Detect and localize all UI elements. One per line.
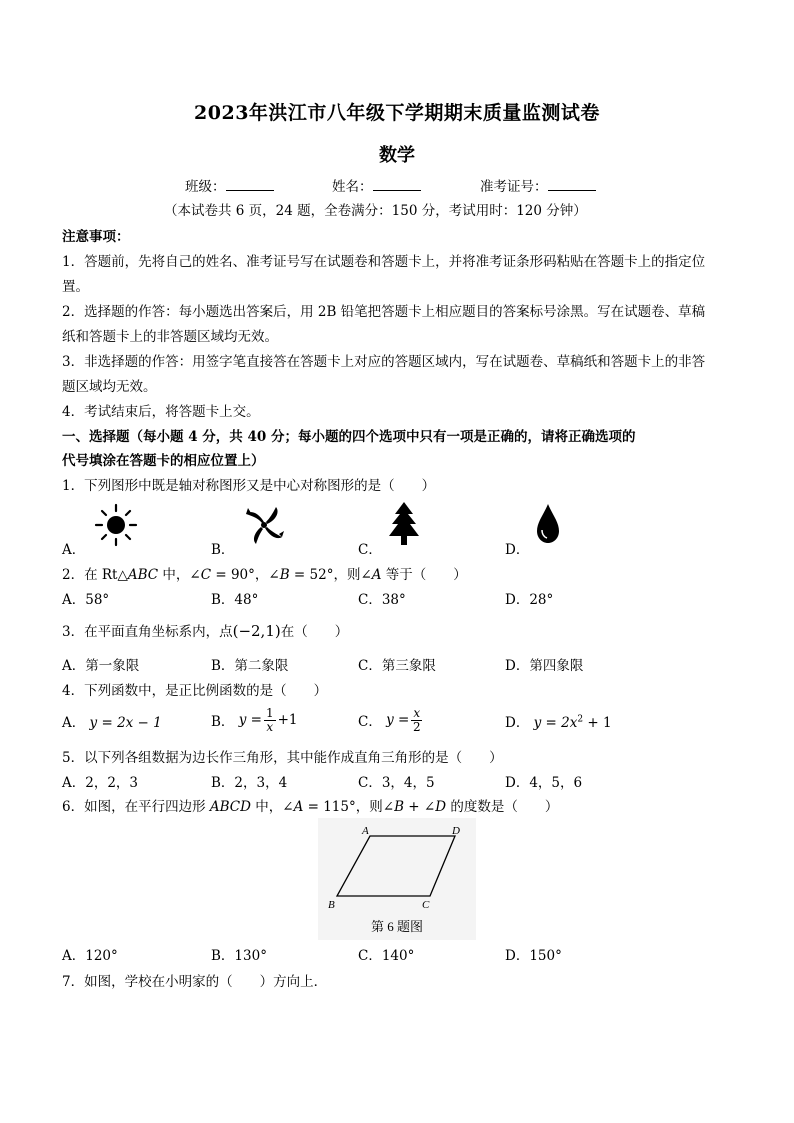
q4-option-d-expr: + 1 (583, 715, 612, 731)
q4-option-d-expr: y = 2x (533, 715, 578, 731)
q6-stem-text: 6．如图，在平行四边形 (62, 799, 210, 815)
note-2-line-2: 纸和答题卡上的非答题区域均无效。 (62, 329, 278, 345)
q3-option-c: C．第三象限 (358, 658, 436, 674)
q6-shape-name: ABCD (209, 799, 251, 815)
q4-option-d-exponent: 2 (577, 714, 584, 725)
section-1-heading-line-1: 一、选择题（每小题 4 分，共 40 分；每小题的四个选项中只有一项是正确的，请将正确选项的 (62, 429, 636, 445)
q6-stem-text: = 115°，则∠ (303, 799, 395, 815)
q5-option-a: A．2，2，3 (62, 775, 139, 791)
section-1-heading-line-2: 代号填涂在答题卡的相应位置上） (62, 453, 265, 469)
q6-option-a: A．120° (62, 948, 118, 964)
class-blank (226, 178, 274, 191)
note-1-line-1: 1．答题前，先将自己的姓名、准考证号写在试题卷和答题卡上，并将准考证条形码粘贴在答题卡上的指定位 (62, 254, 706, 270)
q2-stem-text: = 90°，∠ (211, 567, 280, 583)
q2-stem (62, 563, 467, 583)
q4-option-c-expr: y = (386, 712, 410, 728)
q1-option-a-label: A． (62, 542, 86, 558)
q6-stem-text: + ∠ (403, 799, 436, 815)
q4-option-c-fraction (411, 707, 422, 734)
pine-tree-icon (386, 500, 422, 548)
water-drop-icon (534, 502, 562, 546)
q4-option-b (211, 700, 298, 740)
vertex-label-d: D (452, 825, 460, 837)
exam-id-blank (548, 178, 596, 191)
fraction-numerator: x (413, 705, 421, 720)
q2-var-c: C (200, 567, 212, 583)
note-2-line-1: 2．选择题的作答：每小题选出答案后，用 2B 铅笔把答题卡上相应题目的答案标号涂黑。写在试题卷、草稿 (62, 304, 706, 320)
q3-option-d: D．第四象限 (505, 658, 584, 674)
note-3-line-2: 题区域均无效。 (62, 379, 157, 395)
q2-var-a: A (371, 567, 382, 583)
q1-option-b-label: B． (211, 542, 235, 558)
q4-option-a-expr: y = 2x − 1 (89, 715, 162, 731)
q2-option-d: D．28° (505, 592, 554, 608)
q6-figure (318, 818, 476, 940)
figure-caption: 第 6 题图 (370, 919, 424, 934)
q4-option-d-label: D． (505, 715, 530, 731)
exam-subject: 数学 (379, 145, 415, 166)
q6-stem-text: 的度数是（ ） (446, 799, 559, 815)
q6-var-b: B (394, 799, 404, 815)
q2-stem-text: 2．在 Rt△ (62, 567, 128, 583)
q6-var-a: A (293, 799, 304, 815)
q3-stem-text: 在（ ） (280, 624, 349, 640)
q1-option-c-label: C． (358, 542, 382, 558)
vertex-label-b: B (328, 899, 335, 911)
q2-var-b: B (279, 567, 290, 583)
q4-option-b-expr: +1 (277, 712, 298, 728)
q4-option-a-label: A． (62, 715, 86, 731)
class-field (185, 175, 274, 195)
q4-option-b-label: B． (211, 714, 235, 730)
class-label: 班级： (185, 179, 226, 195)
q6-option-c: C．140° (358, 948, 415, 964)
exam-title: 2023年洪江市八年级下学期期末质量监测试卷 (194, 102, 600, 124)
parallelogram-diagram (318, 818, 476, 940)
q6-stem-text: 中，∠ (250, 799, 294, 815)
vertex-label-c: C (422, 899, 430, 911)
q2-triangle-name: ABC (127, 567, 159, 583)
fraction-denominator: x (266, 719, 274, 734)
q5-option-d: D．4，5，6 (505, 775, 583, 791)
q2-stem-text: 等于（ ） (381, 567, 467, 583)
q2-option-c: C．38° (358, 592, 406, 608)
vertex-label-a: A (362, 825, 369, 837)
q4-option-b-fraction (264, 707, 276, 734)
q6-stem (62, 795, 558, 815)
sun-icon (92, 503, 140, 547)
name-label: 姓名： (332, 179, 373, 195)
q3-point: (−2,1) (232, 622, 281, 640)
note-3-line-1: 3．非选择题的作答：用签字笔直接答在答题卡上对应的答题区域内，写在试题卷、草稿纸和答题卡上的非答 (62, 354, 706, 370)
q1-option-d-label: D． (505, 542, 530, 558)
q4-option-c-label: C． (358, 714, 382, 730)
q5-option-c: C．3，4，5 (358, 775, 435, 791)
q3-option-a: A．第一象限 (62, 658, 140, 674)
q5-stem: 5．以下列各组数据为边长作三角形，其中能作成直角三角形的是（ ） (62, 750, 503, 766)
q6-option-b: B．130° (211, 948, 267, 964)
name-blank (373, 178, 421, 191)
notes-heading: 注意事项： (62, 229, 130, 245)
q1-stem: 1．下列图形中既是轴对称图形又是中心对称图形的是（ ） (62, 478, 436, 494)
fraction-denominator: 2 (412, 719, 421, 734)
exam-info: （本试卷共 6 页，24 题，全卷满分：150 分，考试用时：120 分钟） (164, 203, 587, 219)
q3-stem-text: 3．在平面直角坐标系内，点 (62, 624, 233, 640)
q2-stem-text: = 52°，则∠ (289, 567, 372, 583)
q7-stem: 7．如图，学校在小明家的（ ）方向上． (62, 974, 328, 990)
q2-option-b: B．48° (211, 592, 259, 608)
q5-option-b: B．2，3，4 (211, 775, 288, 791)
q4-option-d (505, 711, 612, 731)
fraction-numerator: 1 (265, 705, 274, 720)
exam-id-field (480, 175, 596, 195)
q3-stem (62, 620, 348, 640)
q4-stem: 4．下列函数中，是正比例函数的是（ ） (62, 683, 328, 699)
name-field (332, 175, 421, 195)
q6-option-d: D．150° (505, 948, 562, 964)
q2-stem-text: 中，∠ (158, 567, 201, 583)
q2-option-a: A．58° (62, 592, 110, 608)
note-4: 4．考试结束后，将答题卡上交。 (62, 404, 260, 420)
note-1-line-2: 置。 (62, 279, 89, 295)
q4-option-a (62, 711, 162, 731)
q6-var-d: D (435, 799, 447, 815)
q3-option-b: B．第二象限 (211, 658, 289, 674)
exam-id-label: 准考证号： (480, 179, 548, 195)
pinwheel-icon (240, 502, 288, 548)
q4-option-c (358, 700, 424, 740)
q4-option-b-expr: y = (238, 712, 262, 728)
